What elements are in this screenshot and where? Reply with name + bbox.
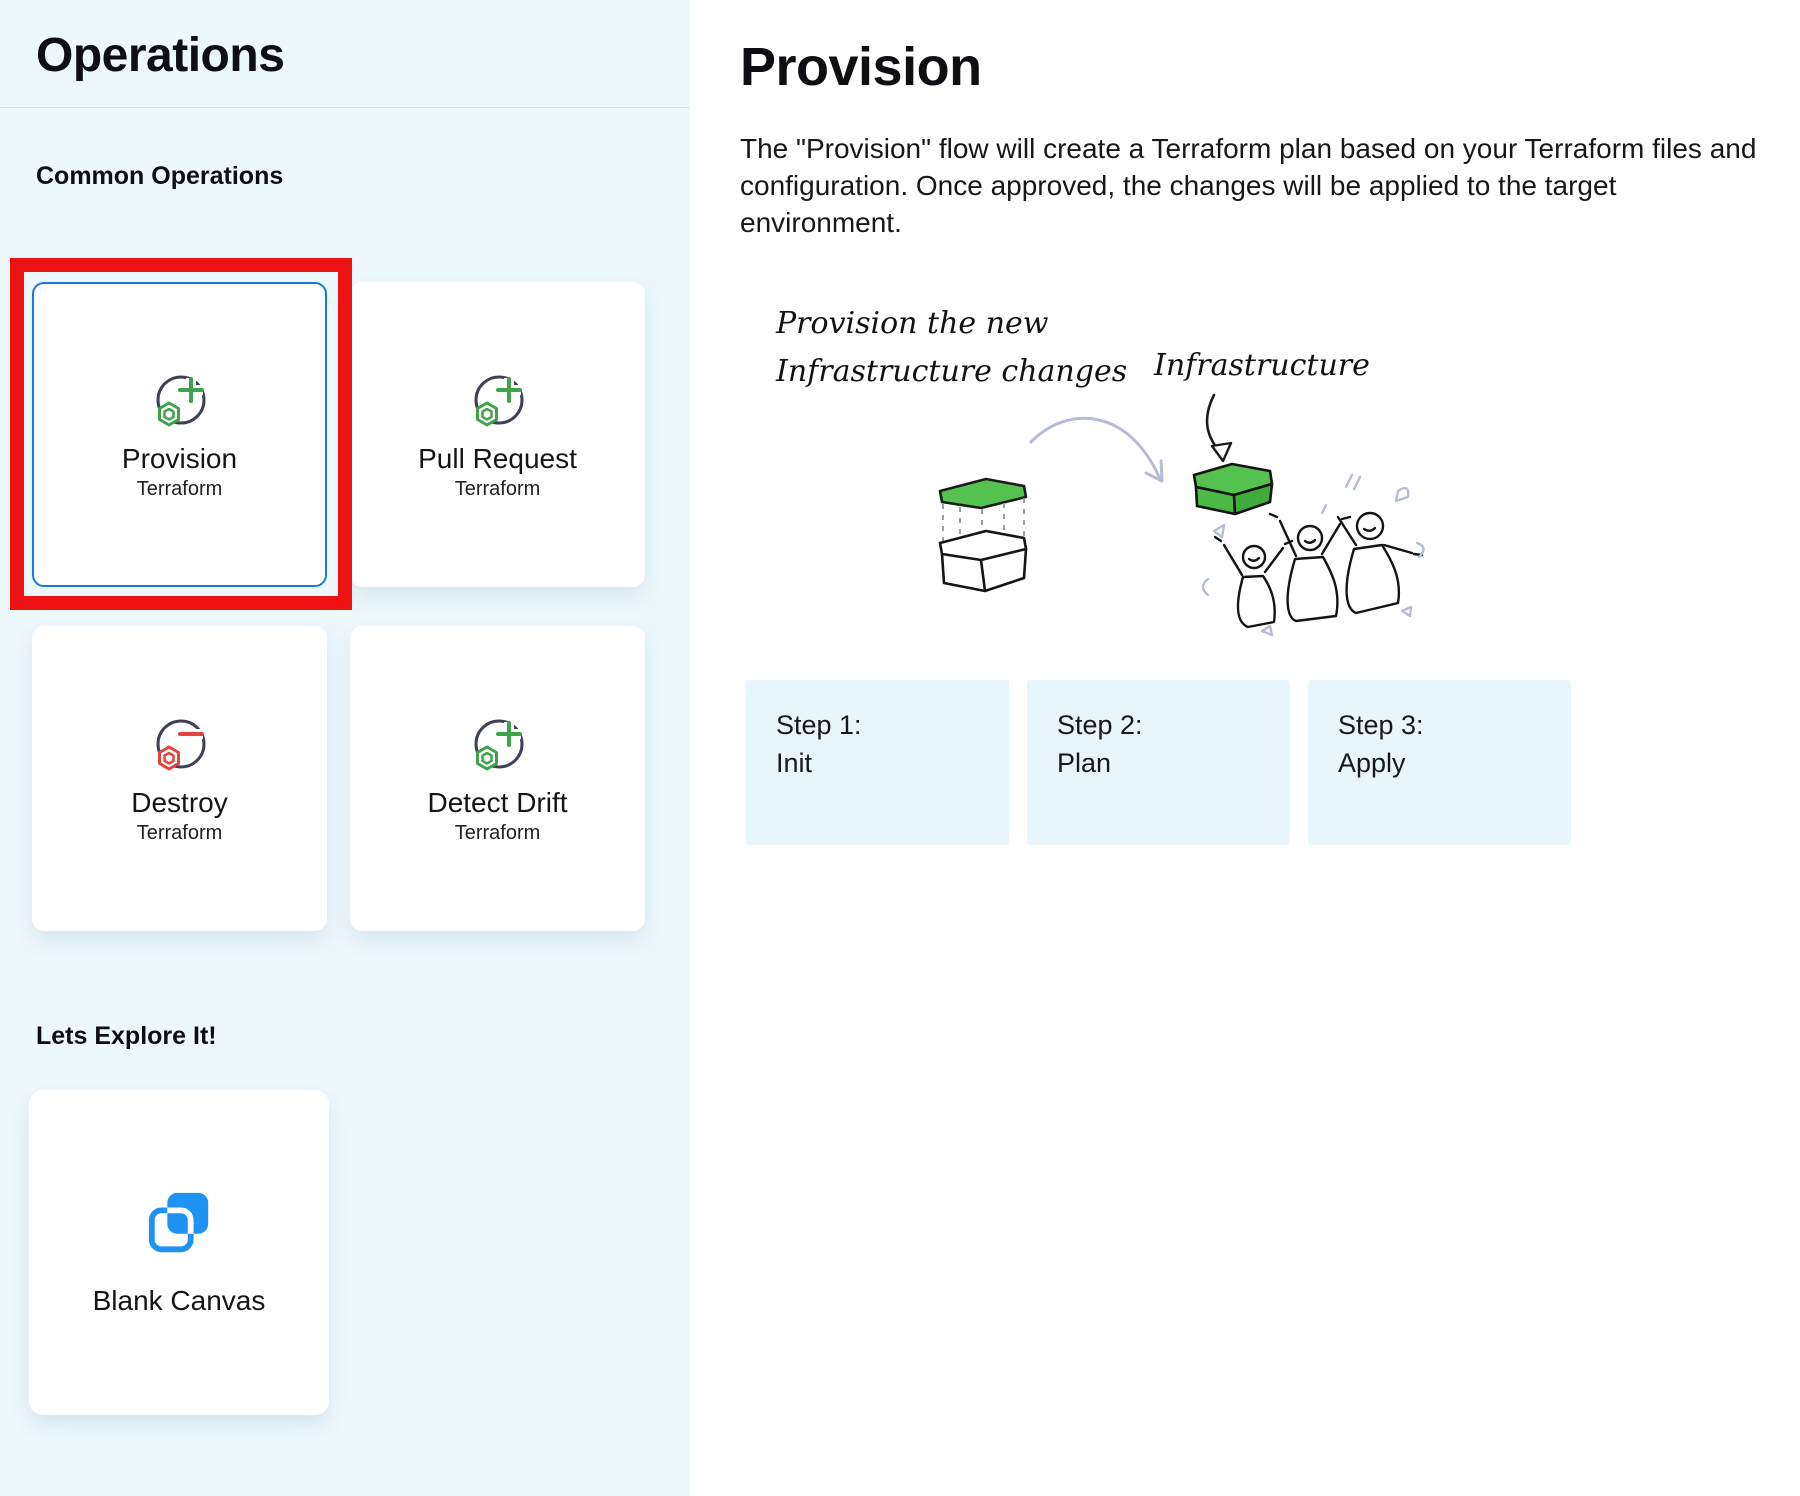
step-box-3 <box>1308 680 1571 845</box>
steps-row <box>746 680 1770 845</box>
card-title: Provision <box>121 442 238 474</box>
flow-description: The "Provision" flow will create a Terraform plan based on your Terraform files and configuration. Once approved, the changes will be applied to the target environment. <box>740 133 1757 238</box>
step-label: Step 1: <box>776 710 862 740</box>
card-subtitle: Terraform <box>454 821 541 844</box>
page-title: Provision <box>740 37 982 97</box>
sidebar-divider <box>0 107 690 108</box>
common-operations-heading: Common Operations <box>36 162 284 190</box>
sketch-label-left-line1: Provision the new <box>776 306 1049 341</box>
step-name: Apply <box>1338 748 1406 778</box>
card-title: Detect Drift <box>427 786 568 818</box>
blank-canvas-icon <box>144 1189 214 1259</box>
card-subtitle: Terraform <box>136 821 223 844</box>
provision-sketch-illustration <box>762 291 1432 641</box>
sketch-planned-hexagon <box>940 479 1026 591</box>
operations-sidebar <box>0 0 690 1496</box>
card-subtitle: Terraform <box>454 477 541 500</box>
sketch-label-right: Infrastructure <box>1154 348 1370 383</box>
card-title: Destroy <box>131 786 228 818</box>
sketch-down-arrow <box>1207 395 1231 461</box>
step-name: Init <box>776 748 813 778</box>
lets-explore-heading: Lets Explore It! <box>36 1022 217 1050</box>
step-label: Step 2: <box>1057 710 1143 740</box>
step-name: Plan <box>1057 748 1112 778</box>
card-pull-request[interactable] <box>350 282 645 587</box>
provision-add-icon <box>147 369 213 435</box>
pull-request-add-icon <box>465 369 531 435</box>
sketch-provisioned-hexagon <box>1194 464 1272 514</box>
card-destroy[interactable] <box>32 626 327 931</box>
card-blank-canvas[interactable] <box>29 1090 329 1415</box>
destroy-remove-icon <box>147 713 213 779</box>
detect-drift-add-icon <box>465 713 531 779</box>
card-detect-drift[interactable] <box>350 626 645 931</box>
card-subtitle: Terraform <box>136 477 223 500</box>
card-title: Pull Request <box>418 442 577 474</box>
sketch-celebrating-people <box>1215 513 1422 627</box>
card-provision[interactable] <box>32 282 327 587</box>
sidebar-title: Operations <box>36 29 285 82</box>
provision-detail-panel <box>690 0 1800 1496</box>
card-title: Blank Canvas <box>92 1284 266 1316</box>
step-box-1 <box>746 680 1009 845</box>
step-label: Step 3: <box>1338 710 1424 740</box>
sketch-transition-arrow <box>1030 418 1162 481</box>
sketch-label-left-line2: Infrastructure changes <box>776 354 1128 389</box>
step-box-2 <box>1027 680 1290 845</box>
